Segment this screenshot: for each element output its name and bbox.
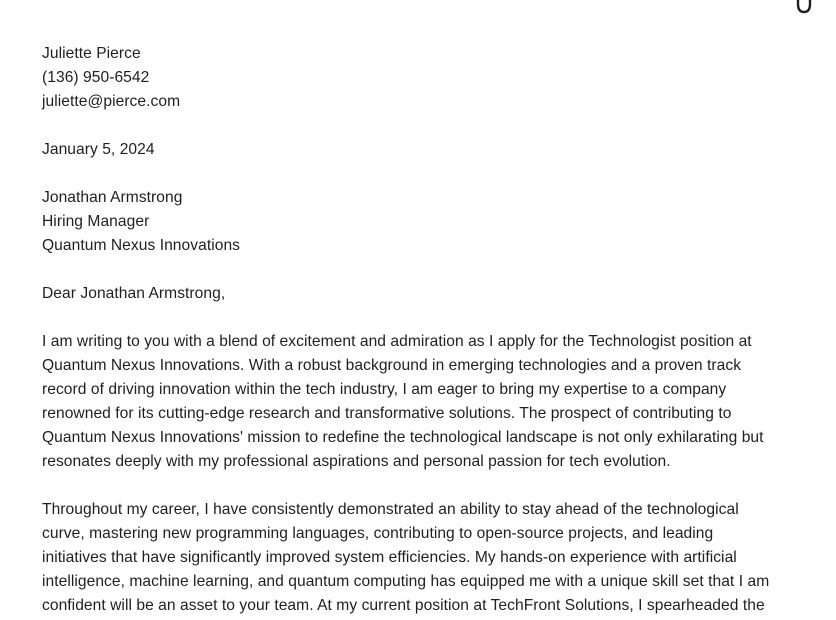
- sender-email: juliette@pierce.com: [42, 93, 181, 110]
- paragraph-line: renowned for its cutting-edge research and transformative solutions. The prospect of contributing to: [42, 405, 732, 422]
- paragraph-line: I am writing to you with a blend of excitement and admiration as I apply for the Technologist position at: [42, 333, 752, 350]
- body-paragraph-1: [42, 330, 796, 474]
- paragraph-line: initiatives that have significantly improved system efficiencies. My hands-on experience with artificial: [42, 549, 737, 566]
- salutation-block: [42, 282, 796, 306]
- paragraph-line: Throughout my career, I have consistently demonstrated an ability to stay ahead of the technological: [42, 501, 739, 518]
- paragraph-line: resonates deeply with my professional aspirations and personal passion for tech evolution.: [42, 453, 671, 470]
- sender-phone: (136) 950-6542: [42, 69, 150, 86]
- recipient-company: Quantum Nexus Innovations: [42, 237, 241, 254]
- paragraph-line: record of driving innovation within the tech industry, I am eager to bring my expertise to a company: [42, 381, 727, 398]
- recipient-name: Jonathan Armstrong: [42, 189, 183, 206]
- cover-letter: [42, 42, 796, 620]
- recipient-block: [42, 186, 796, 258]
- letter-date: January 5, 2024: [42, 141, 155, 158]
- sender-name: Juliette Pierce: [42, 45, 141, 62]
- body-paragraph-2: [42, 498, 796, 618]
- cursor-icon: [794, 0, 814, 16]
- recipient-title: Hiring Manager: [42, 213, 150, 230]
- sender-block: [42, 42, 796, 114]
- salutation: Dear Jonathan Armstrong,: [42, 285, 226, 302]
- date-block: [42, 138, 796, 162]
- paragraph-line: confident will be an asset to your team. At my current position at TechFront Solutions, I spearheaded the: [42, 597, 765, 614]
- paragraph-line: intelligence, machine learning, and quantum computing has equipped me with a unique skill set that I am: [42, 573, 770, 590]
- paragraph-line: Quantum Nexus Innovations' mission to redefine the technological landscape is not only exhilarating but: [42, 429, 764, 446]
- paragraph-line: curve, mastering new programming languages, contributing to open-source projects, and leading: [42, 525, 714, 542]
- paragraph-line: Quantum Nexus Innovations. With a robust background in emerging technologies and a proven track: [42, 357, 742, 374]
